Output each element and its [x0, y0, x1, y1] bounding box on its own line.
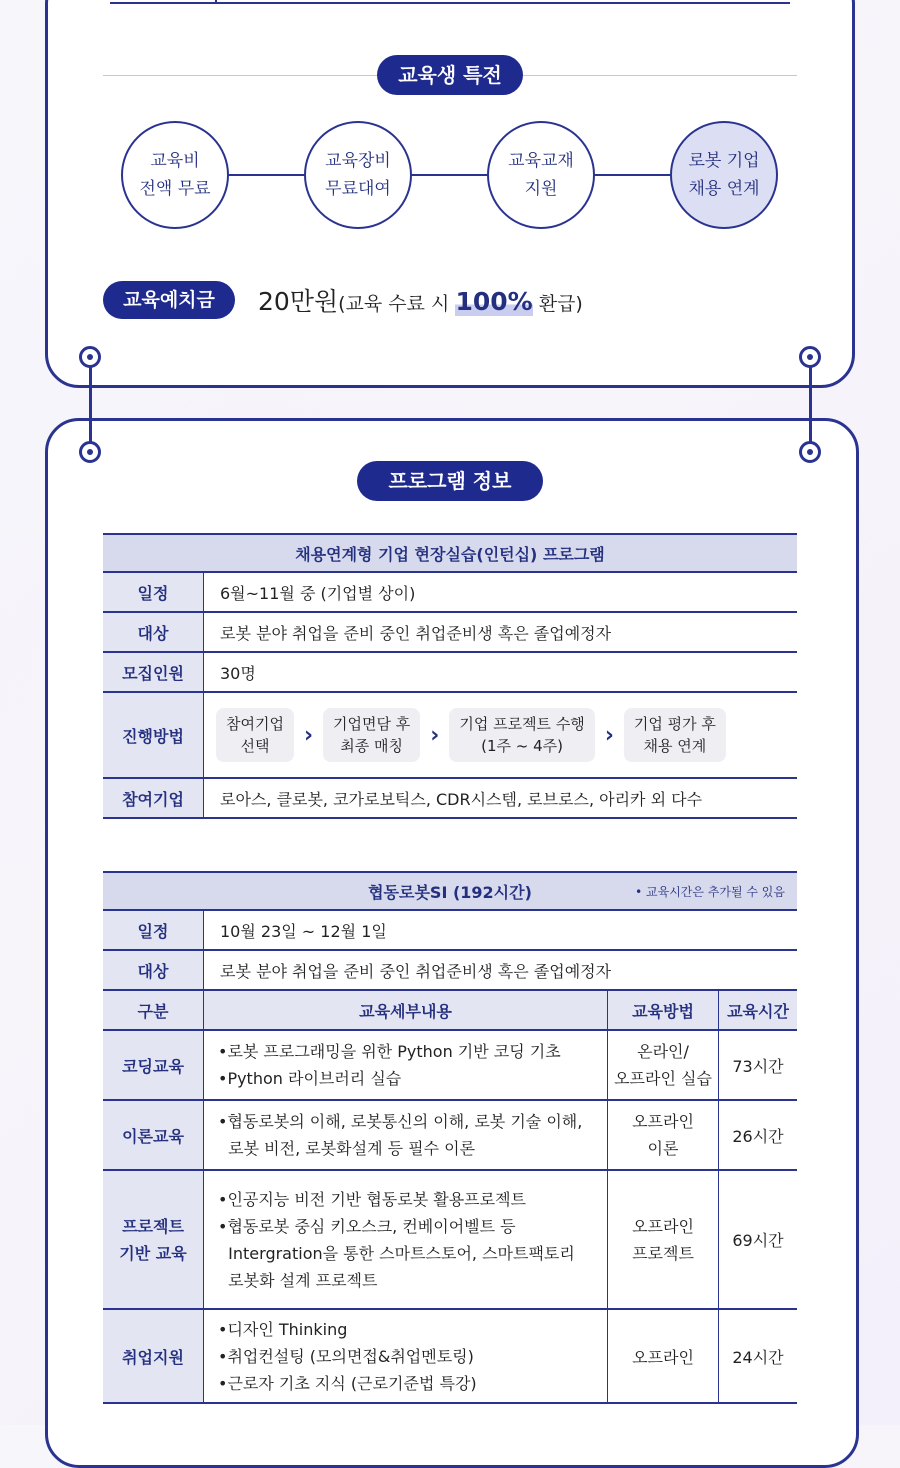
benefit-job-linkage: 로봇 기업 채용 연계	[670, 121, 778, 229]
ring-icon	[799, 441, 821, 463]
cobot-table-header: 협동로봇SI (192시간) • 교육시간은 추가될 수 있음	[103, 872, 797, 910]
step-box: 기업 평가 후 채용 연계	[624, 708, 726, 762]
top-divider-tick	[215, 0, 217, 4]
deposit-note-post: 환급)	[532, 293, 583, 315]
intern-table-header: 채용연계형 기업 현장실습(인턴십) 프로그램	[103, 534, 797, 572]
deposit-percent: 100%	[455, 287, 533, 316]
right-connector	[809, 357, 812, 453]
program-title: 프로그램 정보	[357, 461, 543, 501]
step-box: 참여기업 선택	[216, 708, 294, 762]
column-header-row: 구분 교육세부내용 교육방법 교육시간	[103, 990, 797, 1030]
deposit-amount: 20만원	[258, 287, 339, 316]
intern-table	[103, 533, 797, 819]
ring-icon	[799, 346, 821, 368]
deposit-info	[258, 282, 583, 318]
step-box: 기업 프로젝트 수행 (1주 ~ 4주)	[449, 708, 594, 762]
ring-icon	[79, 346, 101, 368]
table-row: 대상 로봇 분야 취업을 준비 중인 취업준비생 혹은 졸업예정자	[103, 612, 797, 652]
top-divider	[110, 2, 790, 4]
hours-note: • 교육시간은 추가될 수 있음	[635, 885, 785, 899]
cobot-table	[103, 871, 797, 1404]
left-connector	[89, 357, 92, 453]
chevron-right-icon: ›	[430, 722, 440, 748]
table-row: 모집인원 30명	[103, 652, 797, 692]
benefit-equipment-rental: 교육장비 무료대여	[304, 121, 412, 229]
table-row: 이론교육 •협동로봇의 이해, 로봇통신의 이해, 로봇 기술 이해, 로봇 비전, 로봇화설계 등 필수 이론 오프라인 이론 26시간	[103, 1100, 797, 1170]
chevron-right-icon: ›	[604, 722, 614, 748]
table-row: 코딩교육 •로봇 프로그래밍을 위한 Python 기반 코딩 기초 •Python 라이브러리 실습 온라인/ 오프라인 실습 73시간	[103, 1030, 797, 1100]
table-row: 참여기업 로아스, 클로봇, 코가로보틱스, CDR시스템, 로브로스, 아리카 외 다수	[103, 778, 797, 818]
table-row: 일정 6월~11월 중 (기업별 상이)	[103, 572, 797, 612]
ring-icon	[79, 441, 101, 463]
benefits-title: 교육생 특전	[377, 55, 523, 95]
method-steps	[204, 708, 797, 762]
deposit-note-pre: (교육 수료 시	[338, 293, 456, 315]
step-box: 기업면담 후 최종 매칭	[323, 708, 420, 762]
table-row: 대상 로봇 분야 취업을 준비 중인 취업준비생 혹은 졸업예정자	[103, 950, 797, 990]
deposit-label: 교육예치금	[103, 281, 235, 319]
benefits-connector-line	[175, 174, 725, 176]
benefit-textbook: 교육교재 지원	[487, 121, 595, 229]
table-row: 일정 10월 23일 ~ 12월 1일	[103, 910, 797, 950]
table-row: 프로젝트 기반 교육 •인공지능 비전 기반 협동로봇 활용프로젝트 •협동로봇 중심 키오스크, 컨베이어벨트 등 Intergration을 통한 스마트스토어, 스마트팩토리 로봇화 설계 프로젝트 오프라인 프로젝트 69시간	[103, 1170, 797, 1309]
chevron-right-icon: ›	[303, 722, 314, 748]
benefit-free-tuition: 교육비 전액 무료	[121, 121, 229, 229]
table-row: 취업지원 •디자인 Thinking •취업컨설팅 (모의면접&취업멘토링) •근로자 기초 지식 (근로기준법 특강) 오프라인 24시간	[103, 1309, 797, 1403]
method-row: 진행방법 참여기업 선택 › 기업면담 후 최종 매칭 › 기업 프로젝트 수행 (1주 ~ 4주) › 기업 평가 후 채용 연계	[103, 692, 797, 778]
